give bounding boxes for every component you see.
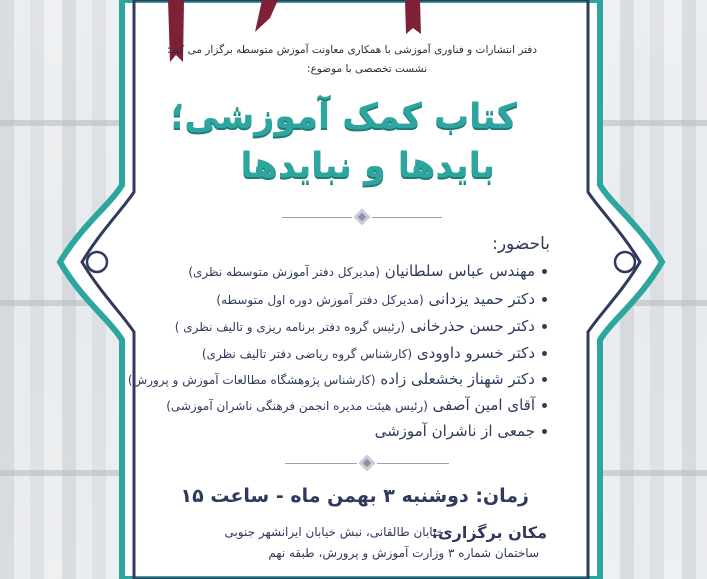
guest-item xyxy=(175,317,547,335)
presence-label: باحضور: xyxy=(492,234,550,254)
divider-line xyxy=(282,217,352,218)
bullet-icon xyxy=(542,297,547,302)
guest-item xyxy=(202,344,547,362)
guest-item xyxy=(216,290,547,308)
bullet-icon xyxy=(542,324,547,329)
guest-name: دکتر خسرو داوودی xyxy=(416,344,535,362)
guest-role: (مدیرکل دفتر آموزش متوسطه نظری) xyxy=(188,265,380,279)
guest-name: دکتر حمید یزدانی xyxy=(428,290,535,308)
guest-name: دکتر شهناز بخشعلی زاده xyxy=(380,370,535,388)
divider-line xyxy=(377,463,449,464)
bullet-icon xyxy=(542,429,547,434)
guest-item xyxy=(166,396,547,414)
guest-role: (کارشناس پژوهشگاه مطالعات آموزش و پرورش) xyxy=(127,373,376,387)
guest-role: (رئیس گروه دفتر برنامه ریزی و تالیف نظری ) xyxy=(174,320,406,334)
guest-name: آقای امین آصفی xyxy=(432,396,535,414)
session-topic-label: نشست تخصصی با موضوع: xyxy=(307,63,427,75)
guest-role: (مدیرکل دفتر آموزش دوره اول متوسطه) xyxy=(216,293,424,307)
guest-role: (کارشناس گروه ریاضی دفتر تالیف نظری) xyxy=(201,347,413,361)
guest-item xyxy=(188,262,547,280)
bullet-icon xyxy=(542,351,547,356)
bullet-icon xyxy=(542,377,547,382)
divider-line xyxy=(285,463,357,464)
guest-name: مهندس عباس سلطانیان xyxy=(384,262,535,280)
bullet-icon xyxy=(542,403,547,408)
event-time: زمان: دوشنبه ۳ بهمن ماه - ساعت ۱۵ xyxy=(180,485,529,507)
title-line-2: بایدها و نبایدها xyxy=(240,146,495,186)
venue-label: مکان برگزاری: xyxy=(431,523,547,542)
guest-role: (رئیس هیئت مدیره انجمن فرهنگی ناشران آموزشی) xyxy=(166,399,428,413)
guest-item xyxy=(375,422,547,440)
organizer-line: دفتر انتشارات و فناوری آموزشی با همکاری معاونت آموزش متوسطه برگزار می کند: xyxy=(167,44,537,56)
bullet-icon xyxy=(542,269,547,274)
title-line-1: کتاب کمک آموزشی؛ xyxy=(170,97,517,137)
venue-address-line-1: خیابان طالقانی، نبش خیابان ایرانشهر جنوبی xyxy=(224,525,444,539)
guest-name: دکتر حسن حذرخانی xyxy=(409,317,535,335)
guest-item xyxy=(128,370,547,388)
divider-line xyxy=(372,217,442,218)
guest-name: جمعی از ناشران آموزشی xyxy=(374,422,535,440)
venue-address-line-2: ساختمان شماره ۳ وزارت آموزش و پرورش، طبقه نهم xyxy=(268,546,539,560)
